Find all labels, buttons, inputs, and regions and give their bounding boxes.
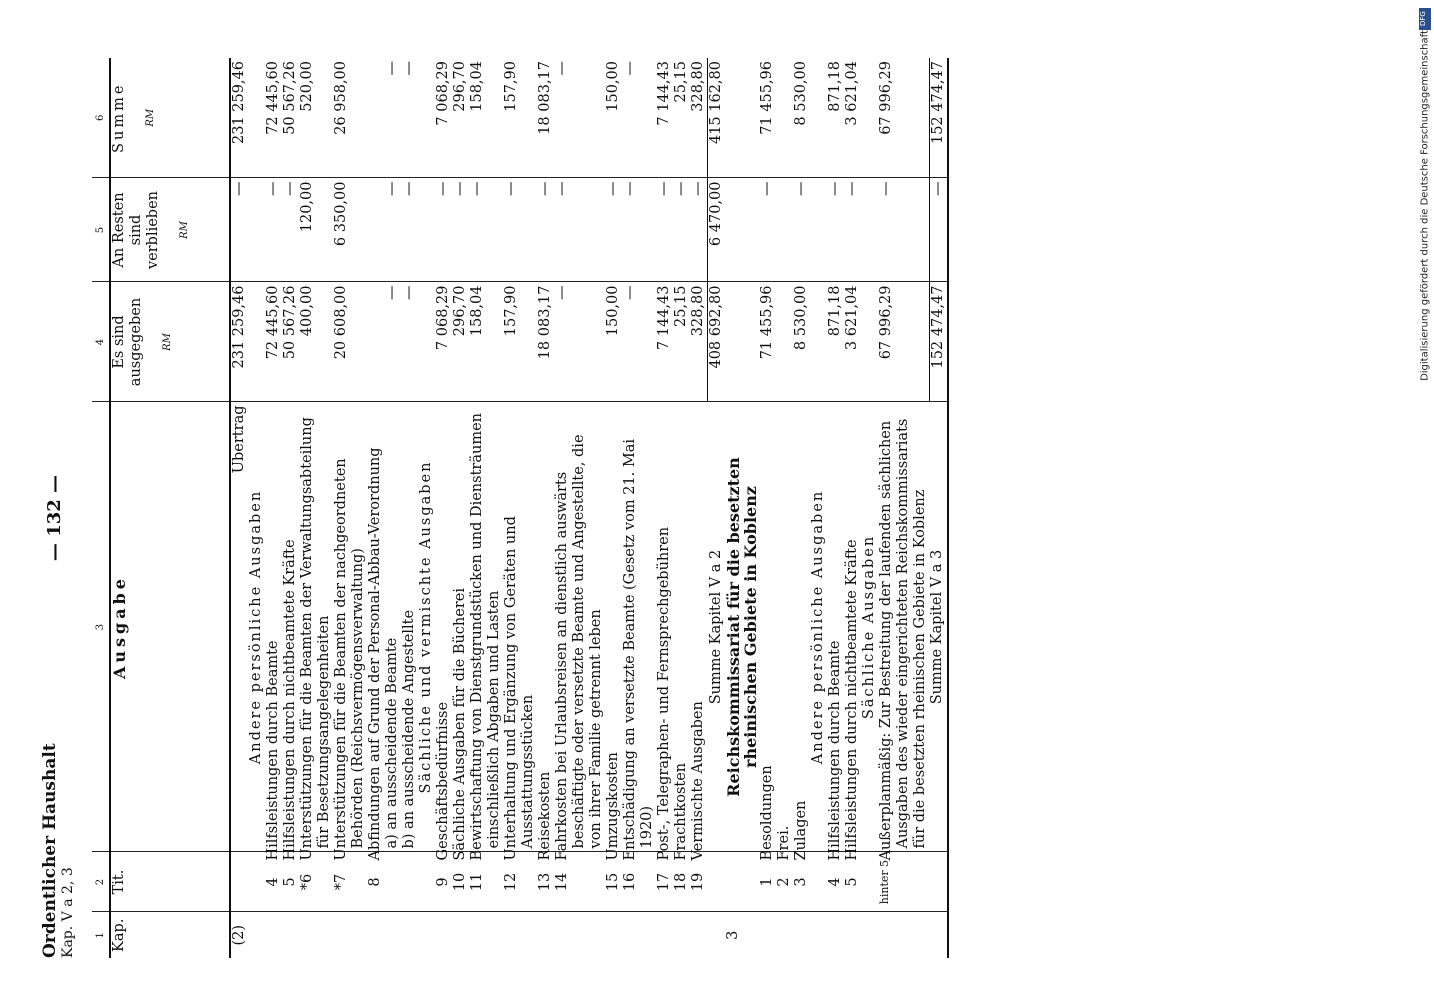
row-text: b) an ausscheidende Angestellte [401, 402, 418, 852]
row-summe: — [622, 58, 656, 178]
table-row [248, 58, 265, 958]
row-summe [367, 58, 384, 178]
row-text: Unterstützungen für die Beamten der nachgeordneten Behörden (Reichsvermögensverwaltung) [333, 402, 367, 852]
row-tit: 11 [469, 852, 503, 912]
colnum-5: 5 [92, 178, 110, 282]
row-tit: 9 [435, 852, 452, 912]
row-resten [248, 178, 265, 282]
table-row [776, 58, 793, 958]
table-row [537, 58, 554, 958]
row-tit: 10 [452, 852, 469, 912]
column-header-row [110, 58, 230, 958]
side-note [1418, 0, 1432, 1000]
row-summe [725, 58, 759, 178]
row-tit [708, 852, 726, 912]
row-text: Sächliche Ausgaben für die Bücherei [452, 402, 469, 852]
row-summe: 18 083,17 [537, 58, 554, 178]
budget-table [92, 58, 949, 958]
currency-label: RM [179, 221, 190, 239]
row-text: Summe Kapitel V a 3 [929, 402, 948, 852]
row-resten: — [435, 178, 452, 282]
row-ausgegeben: 67 996,29 [878, 282, 929, 402]
row-kap: 3 [725, 930, 741, 940]
row-summe: 231 259,46 [230, 58, 248, 178]
row-kap [401, 912, 418, 958]
row-resten [418, 178, 435, 282]
row-summe: 71 455,96 [759, 58, 776, 178]
row-kap [690, 912, 708, 958]
row-kap [861, 912, 878, 958]
row-ausgegeben [776, 282, 793, 402]
table-row [673, 58, 690, 958]
table-row [827, 58, 844, 958]
table-row [878, 58, 929, 958]
row-kap [929, 912, 948, 958]
table-row [282, 58, 299, 958]
table-body [230, 58, 948, 958]
table-row [622, 58, 656, 958]
row-tit: *7 [333, 852, 367, 912]
row-ausgegeben: 152 474,47 [929, 282, 948, 402]
row-text: Außerplanmäßig: Zur Bestreitung der laufenden sächlichen Ausgaben des wieder eingerichteten Reichskommissariats für die besetzten rheinischen Gebiete in Koblenz [878, 402, 929, 852]
row-resten [367, 178, 384, 282]
table-row [265, 58, 282, 958]
table-row [503, 58, 537, 958]
row-tit: 16 [622, 852, 656, 912]
row-resten: — [759, 178, 776, 282]
row-summe: 26 958,00 [333, 58, 367, 178]
currency-label: RM [162, 333, 173, 351]
column-number-row [92, 58, 110, 958]
currency-label: RM [145, 108, 156, 127]
row-summe: 520,00 [299, 58, 333, 178]
row-kap [673, 912, 690, 958]
row-summe [861, 58, 878, 178]
row-summe: 72 445,60 [265, 58, 282, 178]
table-row [810, 58, 827, 958]
row-summe: 871,18 [827, 58, 844, 178]
row-kap [656, 912, 673, 958]
row-resten: — [878, 178, 929, 282]
row-tit [248, 852, 265, 912]
dfg-logo: DFG [1419, 8, 1431, 30]
row-tit: 4 [265, 852, 282, 912]
row-tit: 5 [282, 852, 299, 912]
header-ausgabe: Ausgabe [110, 402, 230, 852]
table-row [333, 58, 367, 958]
row-resten: — [673, 178, 690, 282]
row-tit: *6 [299, 852, 333, 912]
row-text: Unterstützungen für die Beamten der Verwaltungsabteilung für Besetzungsangelegenheiten [299, 402, 333, 852]
table-row [452, 58, 469, 958]
row-text: Andere persönliche Ausgaben [810, 402, 827, 852]
row-tit [418, 852, 435, 912]
header-tit: Tit. [110, 852, 230, 912]
header-ausgegeben: Es sind ausgegeben [111, 297, 144, 387]
row-text: Andere persönliche Ausgaben [248, 402, 265, 852]
row-text: Sächliche Ausgaben [861, 402, 878, 852]
row-resten: — [844, 178, 861, 282]
row-kap [622, 912, 656, 958]
row-kap [878, 912, 929, 958]
colnum-4: 4 [92, 282, 110, 402]
table-row [299, 58, 333, 958]
table-row [929, 58, 948, 958]
row-tit: 14 [554, 852, 605, 912]
colnum-2: 2 [92, 852, 110, 912]
digitization-credit: Digitalisierung gefördert durch die Deutsche Forschungsgemeinschaft [1419, 30, 1431, 381]
table-row [725, 58, 759, 958]
row-ausgegeben: 158,04 [469, 282, 503, 402]
row-tit: 19 [690, 852, 708, 912]
row-ausgegeben: 72 445,60 [265, 282, 282, 402]
row-text: Sächliche und vermischte Ausgaben [418, 402, 435, 852]
row-tit: 17 [656, 852, 673, 912]
row-tit: 4 [827, 852, 844, 912]
row-kap [844, 912, 861, 958]
row-text: Geschäftsbedürfnisse [435, 402, 452, 852]
table-row [861, 58, 878, 958]
row-text: Reisekosten [537, 402, 554, 852]
row-summe: 296,70 [452, 58, 469, 178]
row-tit [929, 852, 948, 912]
row-resten [810, 178, 827, 282]
row-resten: — [537, 178, 554, 282]
row-summe: 25,15 [673, 58, 690, 178]
row-kap [469, 912, 503, 958]
budget-page [40, 58, 1340, 958]
header-summe-cell [110, 58, 230, 178]
row-ausgegeben: 3 621,04 [844, 282, 861, 402]
table-row [656, 58, 673, 958]
row-text: Summe Kapitel V a 2 [708, 402, 726, 852]
row-text: Hilfsleistungen durch nichtbeamtete Kräfte [282, 402, 299, 852]
row-ausgegeben: 408 692,80 [708, 282, 726, 402]
header-kap: Kap. [110, 912, 230, 958]
row-tit: 8 [367, 852, 384, 912]
table-row [759, 58, 776, 958]
row-resten: 120,00 [299, 178, 333, 282]
row-summe: 67 996,29 [878, 58, 929, 178]
row-ausgegeben: 20 608,00 [333, 282, 367, 402]
row-tit: 1 [759, 852, 776, 912]
header-resten: An Resten sind verblieben [111, 190, 161, 270]
row-tit: 15 [605, 852, 622, 912]
row-ausgegeben [418, 282, 435, 402]
row-text: Hilfsleistungen durch Beamte [827, 402, 844, 852]
table-row [384, 58, 401, 958]
row-resten: — [656, 178, 673, 282]
row-text: Fahrkosten bei Urlaubsreisen an dienstlich auswärts beschäftigte oder versetzte Beamte und Angestellte, die von ihrer Familie getrennt leben [554, 402, 605, 852]
row-ausgegeben: 50 567,26 [282, 282, 299, 402]
table-row [230, 58, 248, 958]
row-ausgegeben: — [554, 282, 605, 402]
row-tit [810, 852, 827, 912]
row-resten: — [503, 178, 537, 282]
row-kap [759, 912, 776, 958]
row-ausgegeben: 25,15 [673, 282, 690, 402]
row-kap [452, 912, 469, 958]
row-resten: 6 470,00 [708, 178, 726, 282]
row-kap [418, 912, 435, 958]
row-ausgegeben: 7 068,29 [435, 282, 452, 402]
row-summe: 7 068,29 [435, 58, 452, 178]
row-resten [725, 178, 759, 282]
table-row [708, 58, 726, 958]
row-text: Hilfsleistungen durch nichtbeamtete Kräfte [844, 402, 861, 852]
row-ausgegeben: 150,00 [605, 282, 622, 402]
row-summe: 50 567,26 [282, 58, 299, 178]
row-ausgegeben: 296,70 [452, 282, 469, 402]
row-kap [282, 912, 299, 958]
row-ausgegeben: — [384, 282, 401, 402]
row-text: Bewirtschaftung von Dienstgrundstücken und Diensträumen einschließlich Abgaben und Lasten [469, 402, 503, 852]
colnum-1: 1 [92, 912, 110, 958]
table-row [401, 58, 418, 958]
page-title: Ordentlicher Haushalt [40, 743, 60, 958]
row-summe: 7 144,43 [656, 58, 673, 178]
row-ausgegeben: 8 530,00 [793, 282, 810, 402]
colnum-3: 3 [92, 402, 110, 852]
row-kap [265, 912, 282, 958]
row-text: Frei. [776, 402, 793, 852]
row-ausgegeben [861, 282, 878, 402]
row-resten: — [554, 178, 605, 282]
row-resten: — [622, 178, 656, 282]
row-tit [384, 852, 401, 912]
row-text: Umzugskosten [605, 402, 622, 852]
row-summe: — [384, 58, 401, 178]
row-kap: (2) [231, 924, 247, 946]
row-tit: 3 [793, 852, 810, 912]
row-tit: 13 [537, 852, 554, 912]
row-ausgegeben: 7 144,43 [656, 282, 673, 402]
table-row [844, 58, 861, 958]
colnum-6: 6 [92, 58, 110, 178]
row-tit: hinter 5 [878, 852, 929, 912]
row-ausgegeben: 400,00 [299, 282, 333, 402]
row-ausgegeben [725, 282, 759, 402]
row-tit: 5 [844, 852, 861, 912]
row-kap [708, 912, 726, 958]
row-text: Vermischte Ausgaben [690, 402, 708, 852]
page-header [40, 698, 76, 958]
row-kap [605, 912, 622, 958]
header-summe: Summe [111, 82, 127, 153]
row-summe: 8 530,00 [793, 58, 810, 178]
table-row [418, 58, 435, 958]
row-kap [827, 912, 844, 958]
row-text: Unterhaltung und Ergänzung von Geräten und Ausstattungsstücken [503, 402, 537, 852]
row-ausgegeben: — [401, 282, 418, 402]
row-resten: — [401, 178, 418, 282]
row-ausgegeben: — [622, 282, 656, 402]
row-resten [776, 178, 793, 282]
row-resten: 6 350,00 [333, 178, 367, 282]
row-tit [861, 852, 878, 912]
row-kap [248, 912, 265, 958]
row-resten [861, 178, 878, 282]
row-resten: — [230, 178, 248, 282]
row-tit [230, 852, 248, 912]
row-ausgegeben: 18 083,17 [537, 282, 554, 402]
row-kap [333, 912, 367, 958]
row-ausgegeben: 871,18 [827, 282, 844, 402]
row-text: a) an ausscheidende Beamte [384, 402, 401, 852]
row-ausgegeben [810, 282, 827, 402]
row-text: Hilfsleistungen durch Beamte [265, 402, 282, 852]
table-row [793, 58, 810, 958]
row-tit: 12 [503, 852, 537, 912]
row-text: Reichskommissariat für die besetzten rheinischen Gebiete in Koblenz [725, 402, 759, 852]
row-kap [367, 912, 384, 958]
table-row [469, 58, 503, 958]
row-resten: — [469, 178, 503, 282]
row-resten: — [265, 178, 282, 282]
row-kap [537, 912, 554, 958]
row-ausgegeben [367, 282, 384, 402]
row-text: Frachtkosten [673, 402, 690, 852]
table-row [367, 58, 384, 958]
row-resten: — [282, 178, 299, 282]
row-summe: 158,04 [469, 58, 503, 178]
row-text: Besoldungen [759, 402, 776, 852]
table-row [554, 58, 605, 958]
row-kap [384, 912, 401, 958]
row-summe: 150,00 [605, 58, 622, 178]
row-summe: 3 621,04 [844, 58, 861, 178]
row-kap [299, 912, 333, 958]
row-kap [793, 912, 810, 958]
row-kap [554, 912, 605, 958]
row-kap [503, 912, 537, 958]
row-ausgegeben [248, 282, 265, 402]
row-ausgegeben: 328,80 [690, 282, 708, 402]
row-tit [725, 852, 759, 912]
row-summe [810, 58, 827, 178]
row-resten: — [452, 178, 469, 282]
row-resten: — [929, 178, 948, 282]
row-summe: — [554, 58, 605, 178]
row-kap [776, 912, 793, 958]
row-summe: — [401, 58, 418, 178]
row-resten: — [690, 178, 708, 282]
row-summe [418, 58, 435, 178]
row-kap [810, 912, 827, 958]
row-summe [248, 58, 265, 178]
row-ausgegeben: 71 455,96 [759, 282, 776, 402]
row-summe: 152 474,47 [929, 58, 948, 178]
row-text: Entschädigung an versetzte Beamte (Gesetz vom 21. Mai 1920) [622, 402, 656, 852]
row-tit: 18 [673, 852, 690, 912]
row-resten: — [793, 178, 810, 282]
table-row [690, 58, 708, 958]
row-resten: — [384, 178, 401, 282]
row-ausgegeben: 157,90 [503, 282, 537, 402]
row-summe: 157,90 [503, 58, 537, 178]
row-tit [401, 852, 418, 912]
row-kap [435, 912, 452, 958]
row-resten: — [827, 178, 844, 282]
row-tit: 2 [776, 852, 793, 912]
page-number: — 132 — [44, 474, 65, 562]
table-row [435, 58, 452, 958]
header-resten-cell [110, 178, 230, 282]
row-summe: 328,80 [690, 58, 708, 178]
row-ausgegeben: 231 259,46 [230, 282, 248, 402]
page-subtitle: Kap. V a 2, 3 [60, 867, 76, 958]
row-text: Zulagen [793, 402, 810, 852]
row-text: Post-, Telegraphen- und Fernsprechgebühren [656, 402, 673, 852]
row-text: Übertrag [230, 402, 248, 852]
row-text: Abfindungen auf Grund der Personal-Abbau-Verordnung [367, 402, 384, 852]
row-summe: 415 162,80 [708, 58, 726, 178]
row-summe [776, 58, 793, 178]
row-resten: — [605, 178, 622, 282]
table-row [605, 58, 622, 958]
header-ausgegeben-cell [110, 282, 230, 402]
